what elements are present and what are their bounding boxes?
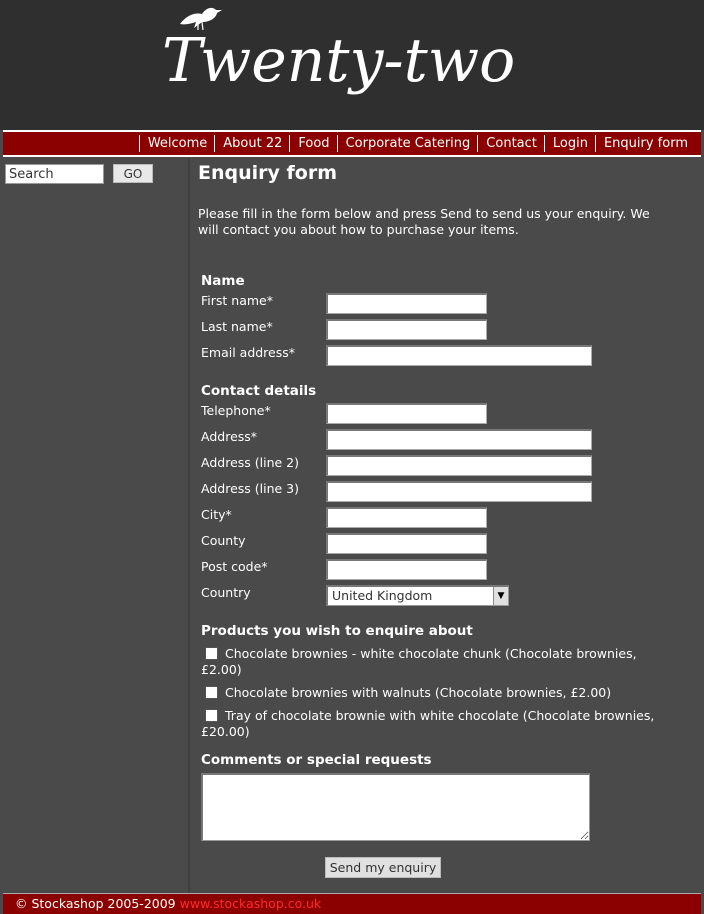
country-label: Country: [201, 585, 251, 600]
nav-item-about[interactable]: About 22: [214, 135, 289, 152]
footer-link[interactable]: www.stockashop.co.uk: [179, 896, 322, 911]
country-select[interactable]: [326, 585, 509, 606]
address-label: Address*: [201, 429, 258, 444]
first-name-label: First name*: [201, 293, 273, 308]
city-label: City*: [201, 507, 232, 522]
nav-item-login[interactable]: Login: [544, 135, 595, 152]
postcode-field[interactable]: [326, 559, 487, 580]
page-title: Enquiry form: [198, 162, 338, 184]
nav-item-food[interactable]: Food: [289, 135, 336, 152]
section-name-heading: Name: [201, 273, 245, 289]
sidebar-divider: [188, 159, 190, 893]
address-field[interactable]: [326, 429, 592, 450]
section-products-heading: Products you wish to enquire about: [201, 623, 473, 639]
address3-label: Address (line 3): [201, 481, 299, 496]
chevron-down-icon[interactable]: ▼: [493, 587, 508, 605]
nav-item-welcome[interactable]: Welcome: [139, 135, 214, 152]
product-label: Tray of chocolate brownie with white chocolate (Chocolate brownies, £20.00): [201, 708, 655, 739]
email-label: Email address*: [201, 345, 296, 360]
county-field[interactable]: [326, 533, 487, 554]
nav-item-contact[interactable]: Contact: [477, 135, 544, 152]
search-go-button[interactable]: GO: [113, 164, 153, 183]
address3-field[interactable]: [326, 481, 592, 502]
county-label: County: [201, 533, 246, 548]
section-contact-heading: Contact details: [201, 383, 317, 399]
address2-field[interactable]: [326, 455, 592, 476]
send-enquiry-button[interactable]: Send my enquiry: [325, 857, 441, 878]
copyright-text: © Stockashop 2005-2009: [15, 896, 176, 911]
intro-text: Please fill in the form below and press Send to send us your enquiry. We will contact you about how to purchase your items.: [198, 206, 650, 237]
last-name-label: Last name*: [201, 319, 273, 334]
first-name-field[interactable]: [326, 293, 487, 314]
last-name-field[interactable]: [326, 319, 487, 340]
product-label: Chocolate brownies with walnuts (Chocolate brownies, £2.00): [225, 685, 612, 700]
address2-label: Address (line 2): [201, 455, 299, 470]
comments-textarea[interactable]: [201, 773, 590, 841]
telephone-label: Telephone*: [201, 403, 271, 418]
nav-item-corporate-catering[interactable]: Corporate Catering: [337, 135, 478, 152]
email-field[interactable]: [326, 345, 592, 366]
city-field[interactable]: [326, 507, 487, 528]
country-selected-value: United Kingdom: [332, 588, 433, 603]
postcode-label: Post code*: [201, 559, 268, 574]
section-comments-heading: Comments or special requests: [201, 752, 432, 768]
telephone-field[interactable]: [326, 403, 487, 424]
search-input[interactable]: [5, 164, 104, 184]
site-footer: [3, 893, 701, 914]
sidebar: [3, 159, 188, 893]
product-label: Chocolate brownies - white chocolate chunk (Chocolate brownies, £2.00): [201, 646, 637, 677]
site-header: [0, 0, 704, 130]
site-logo[interactable]: Twenty-two: [162, 26, 516, 96]
nav-item-enquiry-form[interactable]: Enquiry form: [595, 135, 695, 152]
main-nav: [3, 130, 701, 157]
